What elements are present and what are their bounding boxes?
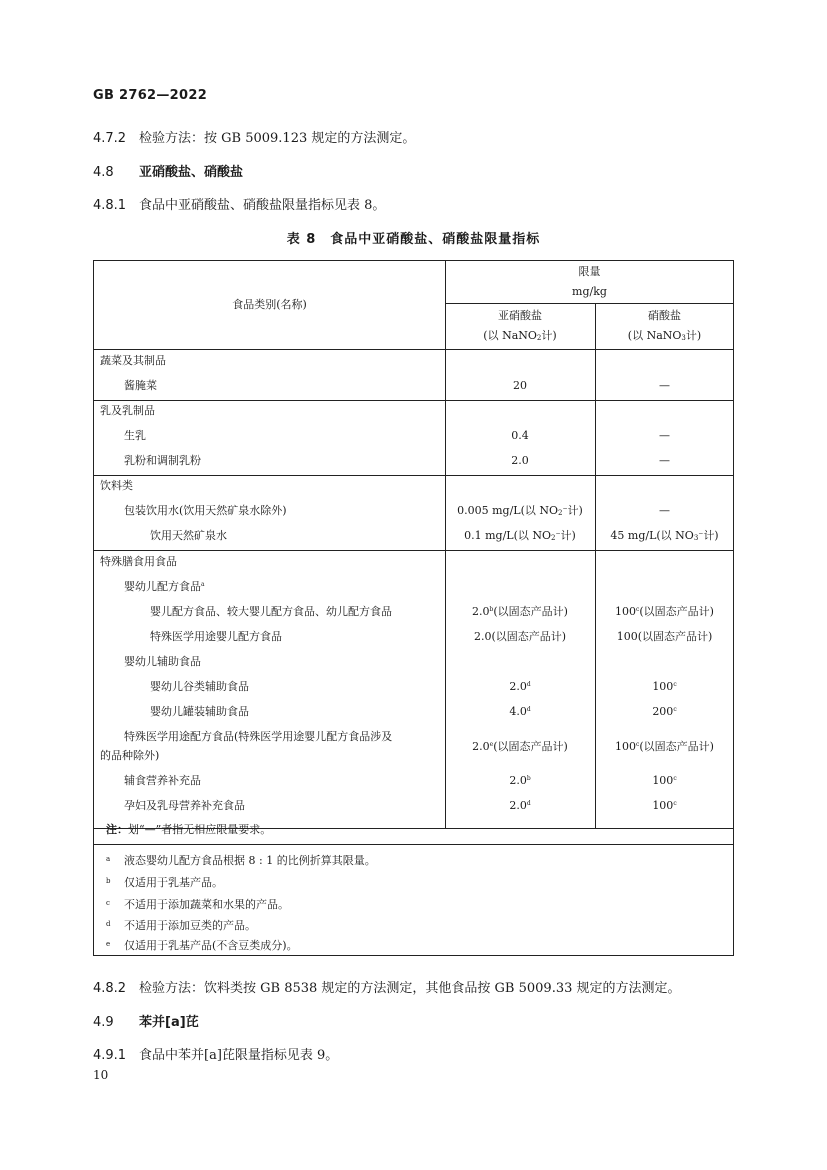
clause-number: 4.8 [93, 165, 114, 180]
row-infant-formula-med-nitrite: 2.0(以固态产品计) [473, 630, 567, 643]
column-header-nitrite: 亚硝酸盐 [498, 309, 542, 322]
column-header-limit: 限量 [578, 265, 601, 278]
group-beverages: 饮料类 [100, 479, 133, 492]
row-special-medical-name-cont: 的品种除外) [100, 749, 160, 762]
clause-4-8-2 [93, 977, 681, 996]
nitrite-nitrate-limits-table [93, 260, 734, 956]
row-pickled-veg-nitrate: — [659, 379, 670, 392]
row-maternal-nitrite: 2.0$^d$ [509, 799, 531, 812]
row-pickled-veg-name: 酱腌菜 [124, 379, 157, 392]
footnote-a: a 液态婴幼儿配方食品根据 8 : 1 的比例折算其限量。 [106, 854, 376, 867]
group-vegetables: 蔬菜及其制品 [100, 354, 166, 367]
row-raw-milk-name: 生乳 [124, 429, 146, 442]
document-standard-number: GB 2762—2022 [93, 88, 208, 103]
clause-4-9-1 [93, 1044, 338, 1063]
footnote-b: b 仅适用于乳基产品。 [106, 876, 223, 889]
clause-text: 食品中苯并[a]芘限量指标见表 9。 [139, 1048, 339, 1063]
footnote-e: e 仅适用于乳基产品(不含豆类成分)。 [106, 939, 298, 952]
column-header-nitrite-basis: (以 NaNO$_2$计) [483, 329, 557, 342]
clause-text: 食品中亚硝酸盐、硝酸盐限量指标见表 8。 [139, 198, 386, 213]
clause-4-7-2 [93, 127, 415, 146]
column-header-category: 食品类别(名称) [232, 298, 307, 311]
table-note: 注：划“—”者指无相应限量要求。 [106, 823, 272, 836]
footnote-d: d 不适用于添加豆类的产品。 [106, 919, 256, 932]
row-supplement-food-nitrite: 2.0$^b$ [509, 774, 531, 787]
row-raw-milk-nitrite: 0.4 [511, 429, 529, 442]
row-infant-canned-name: 婴幼儿罐装辅助食品 [150, 705, 249, 718]
row-mineral-water-nitrite: 0.1 mg/L(以 $NO_2^-$计) [464, 529, 576, 542]
row-supplement-food-name: 辅食营养补充品 [124, 774, 201, 787]
section-title: 亚硝酸盐、硝酸盐 [139, 165, 244, 180]
row-infant-cereal-nitrate: 100$^c$ [652, 680, 677, 693]
clause-number: 4.8.2 [93, 981, 127, 996]
row-infant-formula-std-nitrite: 2.0$^b$(以固态产品计) [472, 605, 568, 618]
row-packaged-water-name: 包装饮用水(饮用天然矿泉水除外) [124, 504, 287, 517]
row-raw-milk-nitrate: — [659, 429, 670, 442]
row-mineral-water-name: 饮用天然矿泉水 [150, 529, 227, 542]
row-milk-powder-name: 乳粉和调制乳粉 [124, 454, 201, 467]
row-infant-formula-name: 婴幼儿配方食品$^a$ [124, 580, 205, 593]
clause-text: 检验方法：饮料类按 GB 8538 规定的方法测定，其他食品按 GB 5009.33 规定的方法测定。 [139, 981, 681, 996]
group-dairy: 乳及乳制品 [100, 404, 155, 417]
row-infant-formula-std-nitrate: 100$^c$(以固态产品计) [615, 605, 714, 618]
row-supplement-food-nitrate: 100$^c$ [652, 774, 677, 787]
section-title: 苯并[a]芘 [139, 1015, 199, 1030]
table-caption: 表 8 食品中亚硝酸盐、硝酸盐限量指标 [286, 232, 541, 247]
clause-number: 4.8.1 [93, 198, 127, 213]
page-number: 10 [93, 1068, 109, 1082]
row-special-medical-nitrate: 100$^c$(以固态产品计) [615, 740, 714, 753]
row-packaged-water-nitrate: — [659, 504, 670, 517]
clause-text: 检验方法：按 GB 5009.123 规定的方法测定。 [139, 131, 416, 146]
row-special-medical-nitrite: 2.0e(以固态产品计) [472, 740, 568, 753]
group-special-dietary: 特殊膳食用食品 [100, 555, 177, 568]
row-infant-formula-med-nitrate: 100(以固态产品计) [616, 630, 713, 643]
row-packaged-water-nitrite: 0.005 mg/L(以 $NO_2^-$计) [457, 504, 583, 517]
section-4-8-heading [93, 161, 243, 180]
row-milk-powder-nitrate: — [659, 454, 670, 467]
row-infant-formula-med-name: 特殊医学用途婴儿配方食品 [150, 630, 282, 643]
row-maternal-nitrate: 100$^c$ [652, 799, 677, 812]
row-infant-canned-nitrate: 200$^c$ [652, 705, 677, 718]
clause-number: 4.9 [93, 1015, 114, 1030]
row-maternal-name: 孕妇及乳母营养补充食品 [124, 799, 245, 812]
row-infant-cereal-name: 婴幼儿谷类辅助食品 [150, 680, 249, 693]
row-infant-complementary-name: 婴幼儿辅助食品 [124, 655, 201, 668]
column-header-nitrate: 硝酸盐 [648, 309, 681, 322]
section-4-9-heading [93, 1011, 199, 1030]
clause-number: 4.7.2 [93, 131, 127, 146]
footnote-c: c 不适用于添加蔬菜和水果的产品。 [106, 898, 289, 911]
row-milk-powder-nitrite: 2.0 [511, 454, 529, 467]
column-header-nitrate-basis: (以 NaNO$_3$计) [627, 329, 702, 342]
row-infant-formula-std-name: 婴儿配方食品、较大婴儿配方食品、幼儿配方食品 [150, 605, 392, 618]
clause-number: 4.9.1 [93, 1048, 127, 1063]
column-header-unit: mg/kg [572, 285, 607, 298]
row-infant-canned-nitrite: 4.0$^d$ [509, 705, 531, 718]
row-infant-cereal-nitrite: 2.0$^d$ [509, 680, 531, 693]
clause-4-8-1 [93, 194, 385, 213]
row-mineral-water-nitrate: 45 mg/L(以 $NO_3^-$计) [610, 529, 719, 542]
row-pickled-veg-nitrite: 20 [513, 379, 527, 392]
row-special-medical-name: 特殊医学用途配方食品(特殊医学用途婴儿配方食品涉及 [124, 730, 393, 743]
